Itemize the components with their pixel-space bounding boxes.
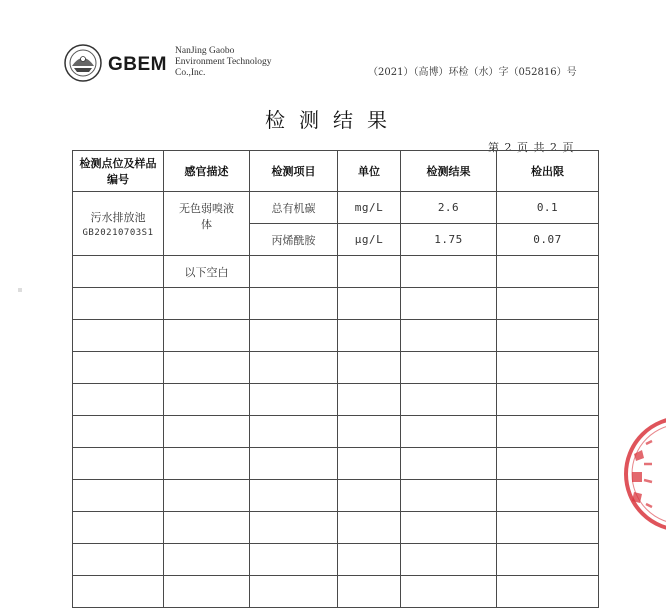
company-line: Co.,Inc. (175, 68, 206, 78)
empty-cell (401, 544, 497, 576)
empty-cell (73, 288, 164, 320)
empty-cell (164, 352, 250, 384)
table-row (73, 480, 599, 512)
empty-cell (73, 256, 164, 288)
header-test-item: 检测项目 (250, 151, 338, 192)
table-row (73, 288, 599, 320)
empty-cell (338, 448, 401, 480)
company-name (175, 46, 272, 79)
empty-cell (250, 512, 338, 544)
table-row (73, 576, 599, 608)
sample-location: 污水排放池 (90, 211, 146, 224)
empty-cell (250, 576, 338, 608)
detection-limit: 0.1 (497, 192, 599, 224)
empty-cell (338, 352, 401, 384)
empty-cell (164, 480, 250, 512)
empty-cell (497, 480, 599, 512)
table-row (73, 544, 599, 576)
document-number: （2021）（高博）环检（水）字（052816）号 (368, 67, 577, 78)
test-item: 丙烯酰胺 (250, 224, 338, 256)
scan-speck (18, 288, 22, 292)
table-row (73, 192, 599, 224)
company-line: NanJing Gaobo (175, 46, 235, 56)
empty-cell (401, 448, 497, 480)
empty-cell (401, 480, 497, 512)
empty-cell (338, 416, 401, 448)
empty-cell (164, 512, 250, 544)
empty-cell (73, 320, 164, 352)
empty-cell (497, 448, 599, 480)
empty-cell (164, 320, 250, 352)
empty-cell (401, 416, 497, 448)
empty-cell (497, 544, 599, 576)
end-note: 以下空白 (164, 256, 250, 288)
empty-cell (73, 480, 164, 512)
empty-cell (401, 352, 497, 384)
empty-cell (250, 352, 338, 384)
empty-cell (73, 576, 164, 608)
empty-cell (250, 384, 338, 416)
empty-cell (338, 288, 401, 320)
empty-cell (338, 544, 401, 576)
header-result: 检测结果 (401, 151, 497, 192)
unit: mg/L (338, 192, 401, 224)
empty-cell (497, 384, 599, 416)
sample-id: GB20210703S1 (82, 228, 154, 238)
empty-cell (73, 384, 164, 416)
table-row (73, 384, 599, 416)
empty-cell (401, 256, 497, 288)
empty-cell (73, 352, 164, 384)
official-seal-stamp (622, 414, 666, 534)
empty-cell (250, 288, 338, 320)
empty-cell (250, 544, 338, 576)
empty-cell (73, 544, 164, 576)
empty-cell (338, 320, 401, 352)
empty-cell (250, 416, 338, 448)
table-row (73, 416, 599, 448)
empty-cell (497, 256, 599, 288)
table-row (73, 256, 599, 288)
empty-cell (497, 352, 599, 384)
sample-cell (73, 192, 164, 256)
empty-cell (250, 256, 338, 288)
company-line: Environment Technology (175, 57, 272, 67)
table-header-row (73, 151, 599, 192)
table-row (73, 448, 599, 480)
header-detection-limit: 检出限 (497, 151, 599, 192)
empty-cell (338, 576, 401, 608)
empty-cell (164, 576, 250, 608)
empty-cell (164, 288, 250, 320)
table-row (73, 320, 599, 352)
empty-cell (338, 480, 401, 512)
empty-cell (401, 384, 497, 416)
unit: μg/L (338, 224, 401, 256)
empty-cell (497, 416, 599, 448)
empty-cell (164, 384, 250, 416)
result-value: 1.75 (401, 224, 497, 256)
empty-cell (401, 288, 497, 320)
empty-cell (250, 320, 338, 352)
empty-cell (401, 576, 497, 608)
empty-cell (73, 512, 164, 544)
page-indicator: 第 2 页 共 2 页 (488, 141, 575, 154)
empty-cell (497, 512, 599, 544)
empty-cell (497, 576, 599, 608)
empty-cell (250, 480, 338, 512)
empty-cell (497, 288, 599, 320)
header-sensory: 感官描述 (164, 151, 250, 192)
brand-name: GBEM (108, 54, 167, 75)
empty-cell (401, 512, 497, 544)
page-title: 检测结果 (265, 108, 401, 132)
header-sample-location: 检测点位及样品编号 (73, 151, 164, 192)
empty-cell (164, 416, 250, 448)
table-row (73, 512, 599, 544)
empty-cell (338, 384, 401, 416)
sensory-description: 无色弱嗅液体 (164, 192, 250, 256)
test-item: 总有机碳 (250, 192, 338, 224)
header-unit: 单位 (338, 151, 401, 192)
company-logo-icon (64, 44, 102, 82)
empty-cell (338, 256, 401, 288)
empty-cell (338, 512, 401, 544)
results-table (72, 150, 599, 608)
result-value: 2.6 (401, 192, 497, 224)
empty-cell (73, 416, 164, 448)
empty-cell (401, 320, 497, 352)
table-row (73, 352, 599, 384)
detection-limit: 0.07 (497, 224, 599, 256)
empty-cell (73, 448, 164, 480)
empty-cell (497, 320, 599, 352)
empty-cell (164, 448, 250, 480)
empty-cell (164, 544, 250, 576)
empty-cell (250, 448, 338, 480)
